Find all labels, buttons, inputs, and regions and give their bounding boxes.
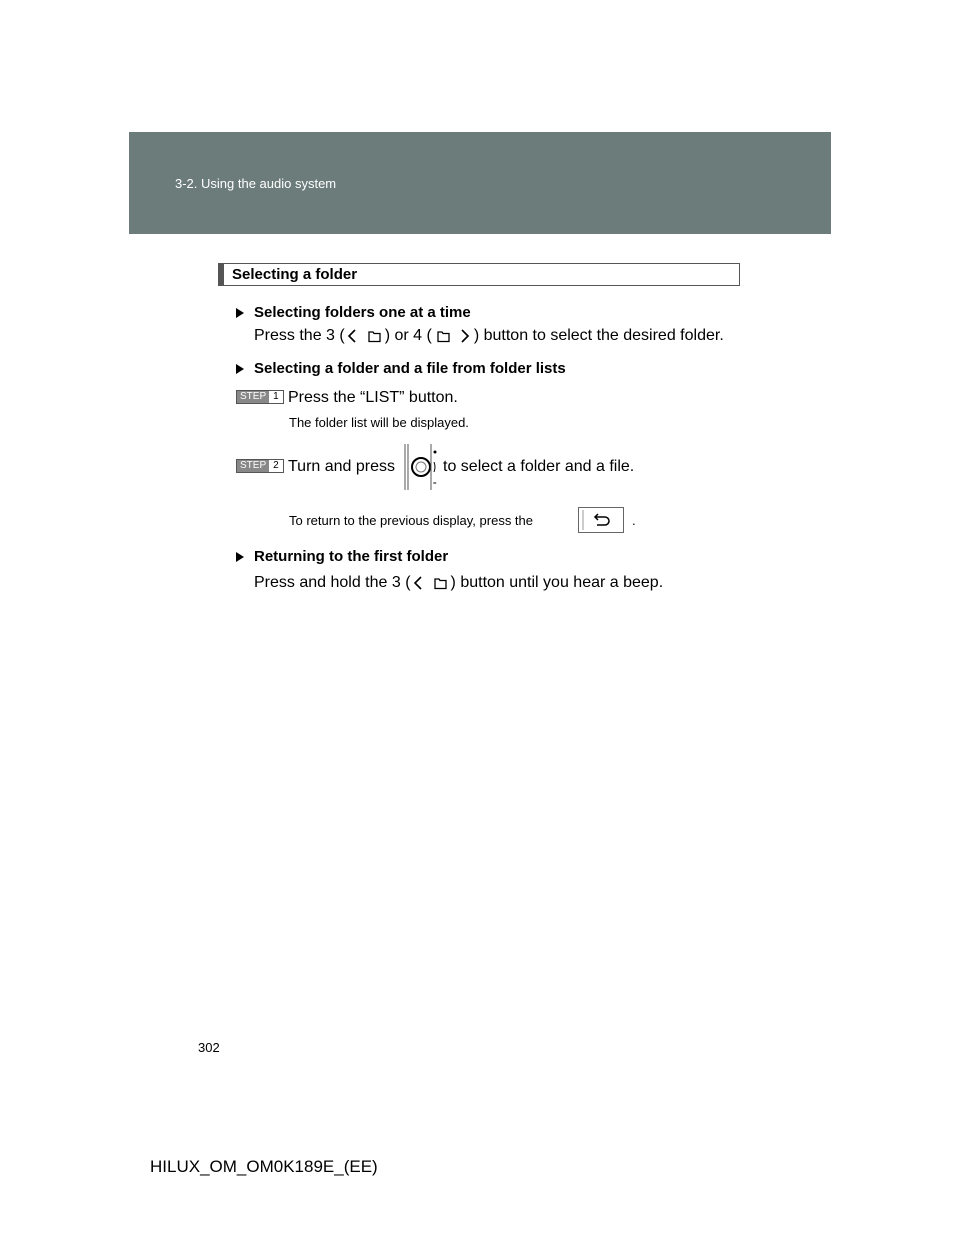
step-1-badge: STEP 1	[236, 390, 284, 404]
document-id: HILUX_OM_OM0K189E_(EE)	[150, 1157, 378, 1176]
folder-previous-icon	[411, 574, 451, 592]
chapter-header	[129, 132, 831, 234]
step-2-text-before: Turn and press	[288, 458, 396, 475]
section-title-box	[218, 263, 740, 286]
subheading-first-folder: Returning to the first folder	[236, 548, 448, 565]
section-title: Selecting a folder	[232, 266, 358, 283]
one-at-a-time-instruction: Press the 3 ( ) or 4 ( ) button to select the desired folder.	[254, 327, 724, 344]
step-1-text: Press the “LIST” button.	[288, 389, 458, 406]
subheading-from-lists: Selecting a folder and a file from folder lists	[236, 360, 566, 377]
step-1-note: The folder list will be displayed.	[289, 415, 469, 430]
first-folder-instruction: Press and hold the 3 ( ) button until you hear a beep.	[254, 574, 664, 591]
page-number: 302	[198, 1040, 220, 1055]
section-breadcrumb: 3-2. Using the audio system	[175, 176, 337, 191]
tune-select-knob-icon	[404, 442, 438, 492]
step-2-note-end: .	[632, 513, 636, 528]
bullet-arrow-icon	[236, 364, 244, 374]
svg-text:=: =	[433, 481, 437, 487]
bullet-arrow-icon	[236, 308, 244, 318]
step-2-note: To return to the previous display, press the	[289, 513, 533, 528]
folder-previous-icon	[345, 327, 385, 345]
bullet-arrow-icon	[236, 552, 244, 562]
step-2-text-after: to select a folder and a file.	[443, 458, 635, 475]
section-title-bar	[219, 264, 224, 285]
return-arrow-icon	[579, 508, 623, 532]
back-button-icon	[578, 507, 624, 533]
subheading-one-at-a-time: Selecting folders one at a time	[236, 304, 471, 321]
folder-next-icon	[432, 327, 474, 345]
step-2-badge: STEP 2	[236, 459, 284, 473]
